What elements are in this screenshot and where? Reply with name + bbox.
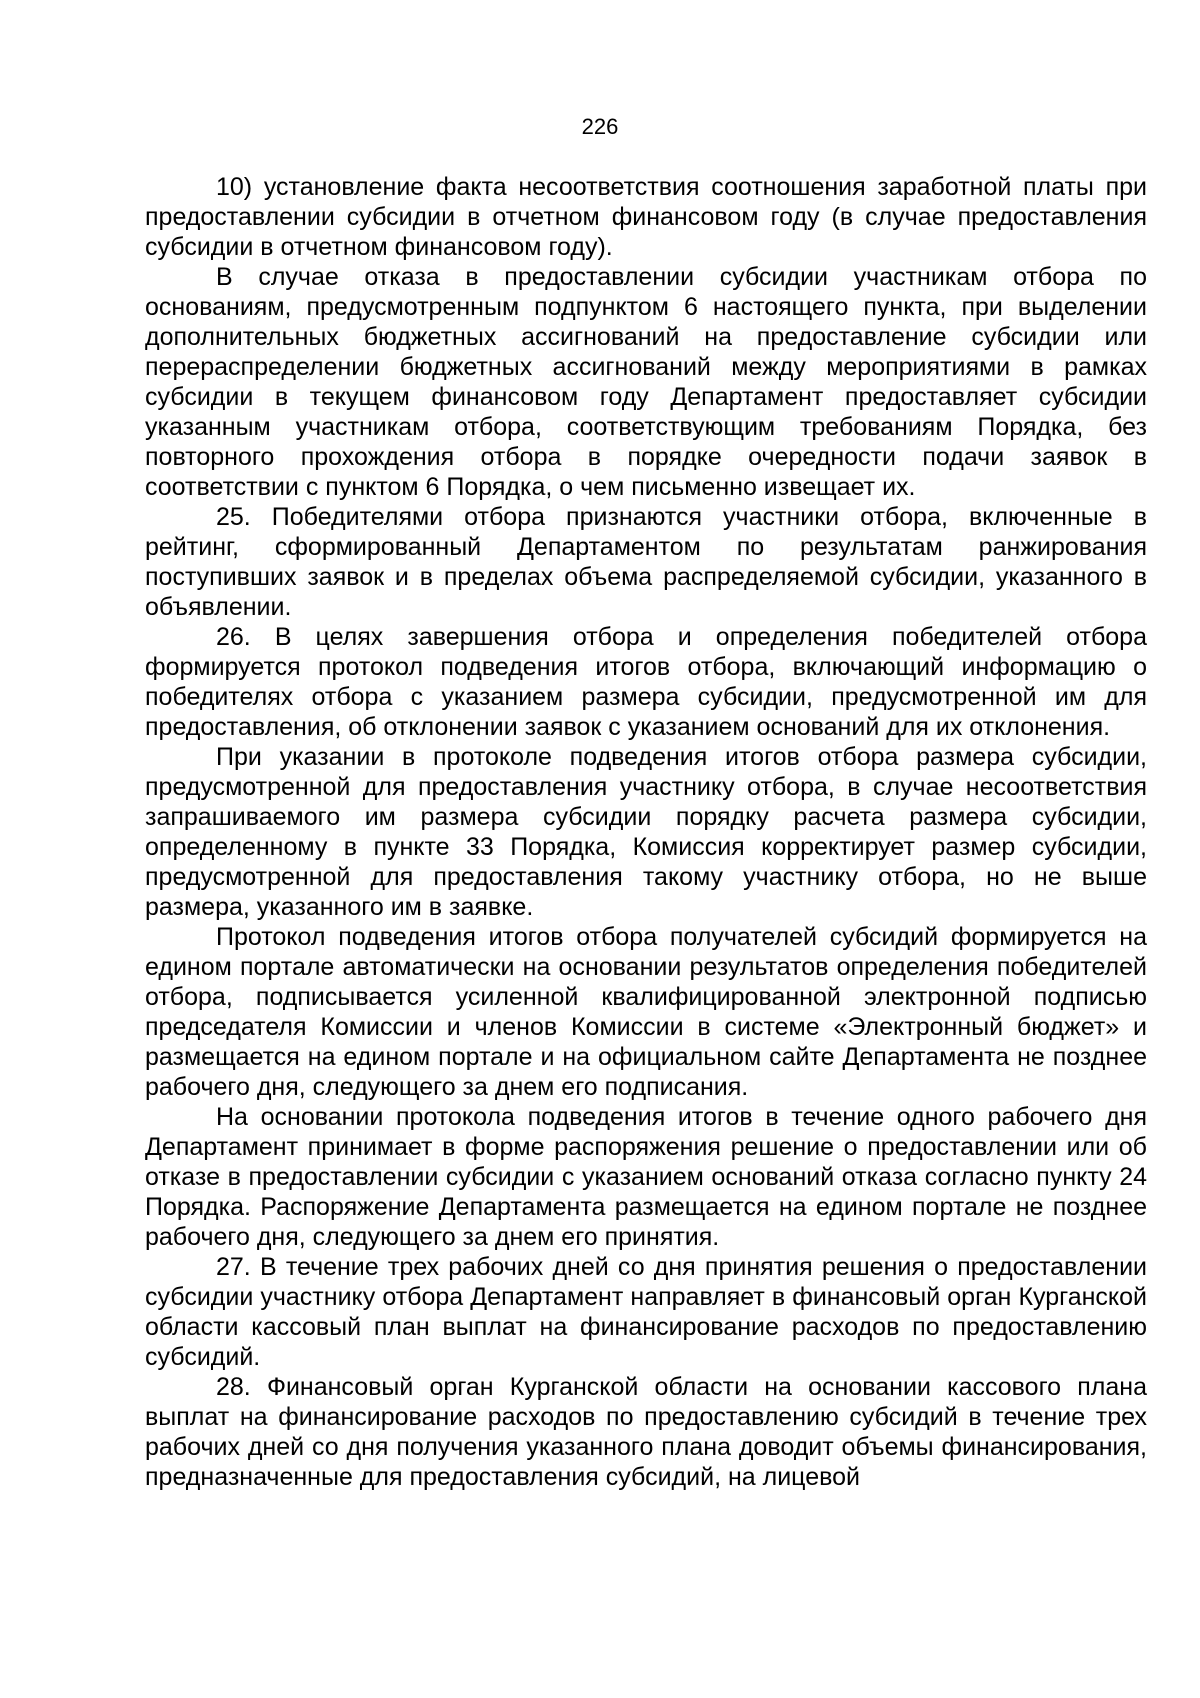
paragraph-item-28: 28. Финансовый орган Курганской области на основании кассового плана выплат на финансирование расходов по предоставлению субсидий в течение трех рабочих дней со дня получения указанного плана доводит объемы финансирования, предназначенные для предоставления субсидий, на лицевой [145, 1373, 1147, 1491]
document-body [145, 172, 1147, 1492]
paragraph-item-10: 10) установление факта несоответствия соотношения заработной платы при предоставлении субсидии в отчетном финансовом году (в случае предоставления субсидии в отчетном финансовом году). [145, 173, 1147, 261]
paragraph-item-25: 25. Победителями отбора признаются участники отбора, включенные в рейтинг, сформированный Департаментом по результатам ранжирования поступивших заявок и в пределах объема распределяемой субсидии, указанного в объявлении. [145, 503, 1147, 621]
paragraph-decision: На основании протокола подведения итогов в течение одного рабочего дня Департамент принимает в форме распоряжения решение о предоставлении или об отказе в предоставлении субсидии с указанием оснований отказа согласно пункту 24 Порядка. Распоряжение Департамента размещается на едином портале не позднее рабочего дня, следующего за днем его принятия. [145, 1103, 1147, 1251]
paragraph-item-26: 26. В целях завершения отбора и определения победителей отбора формируется протокол подведения итогов отбора, включающий информацию о победителях отбора с указанием размера субсидии, предусмотренной им для предоставления, об отклонении заявок с указанием оснований для их отклонения. [145, 623, 1147, 741]
paragraph-item-27: 27. В течение трех рабочих дней со дня принятия решения о предоставлении субсидии участнику отбора Департамент направляет в финансовый орган Курганской области кассовый план выплат на финансирование расходов по предоставлению субсидий. [145, 1253, 1147, 1371]
paragraph-protocol-size: При указании в протоколе подведения итогов отбора размера субсидии, предусмотренной для предоставления участнику отбора, в случае несоответствия запрашиваемого им размера субсидии порядку расчета размера субсидии, определенному в пункте 33 Порядка, Комиссия корректирует размер субсидии, предусмотренной для предоставления такому участнику отбора, но не выше размера, указанного им в заявке. [145, 743, 1147, 921]
paragraph-protocol-formation: Протокол подведения итогов отбора получателей субсидий формируется на едином портале автоматически на основании результатов определения победителей отбора, подписывается усиленной квалифицированной электронной подписью председателя Комиссии и членов Комиссии в системе «Электронный бюджет» и размещается на едином портале и на официальном сайте Департамента не позднее рабочего дня, следующего за днем его подписания. [145, 923, 1147, 1101]
paragraph-refusal-case: В случае отказа в предоставлении субсидии участникам отбора по основаниям, предусмотренным подпунктом 6 настоящего пункта, при выделении дополнительных бюджетных ассигнований на предоставление субсидии или перераспределении бюджетных ассигнований между мероприятиями в рамках субсидии в текущем финансовом году Департамент предоставляет субсидии указанным участникам отбора, соответствующим требованиям Порядка, без повторного прохождения отбора в порядке очередности подачи заявок в соответствии с пунктом 6 Порядка, о чем письменно извещает их. [145, 263, 1147, 501]
page-number: 226 [581, 114, 619, 139]
